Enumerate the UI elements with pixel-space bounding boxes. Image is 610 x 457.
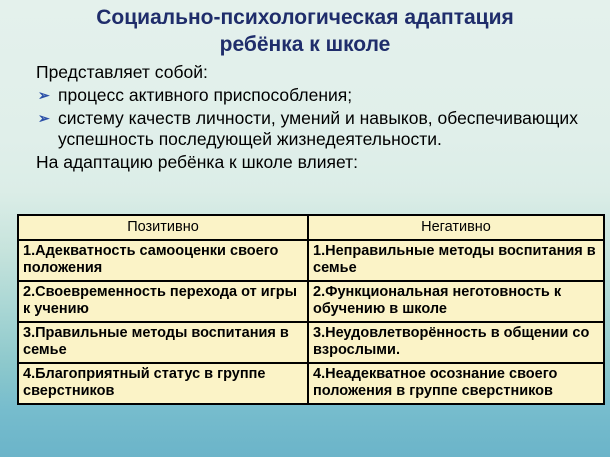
positive-cell: 3.Правильные методы воспитания в семье xyxy=(18,322,308,363)
intro-bullet-list xyxy=(36,85,596,150)
slide-title-line-1: Социально-психологическая адаптация xyxy=(96,6,514,29)
negative-cell: 3.Неудовлетворённость в общении со взрослыми. xyxy=(308,322,604,363)
positive-cell: 4.Благоприятный статус в группе сверстников xyxy=(18,363,308,404)
positive-cell: 1.Адекватность самооценки своего положения xyxy=(18,240,308,281)
table-row xyxy=(18,240,604,281)
intro-lead: Представляет собой: xyxy=(36,62,208,82)
intro-bullet-item xyxy=(36,108,596,150)
intro-text xyxy=(36,62,596,173)
intro-bullet-text: процесс активного приспособления; xyxy=(58,85,353,105)
header-negative: Негативно xyxy=(308,215,604,240)
table-row xyxy=(18,322,604,363)
arrow-bullet-icon: ➢ xyxy=(38,110,50,126)
influence-lead: На адаптацию ребёнка к школе влияет: xyxy=(36,152,358,172)
intro-bullet-item xyxy=(36,85,596,106)
table-row xyxy=(18,363,604,404)
positive-cell: 2.Своевременность перехода от игры к учению xyxy=(18,281,308,322)
influence-table xyxy=(17,214,605,405)
arrow-bullet-icon: ➢ xyxy=(38,87,50,103)
table-header-row xyxy=(18,215,604,240)
negative-cell: 2.Функциональная неготовность к обучению в школе xyxy=(308,281,604,322)
negative-cell: 1.Неправильные методы воспитания в семье xyxy=(308,240,604,281)
negative-cell: 4.Неадекватное осознание своего положения в группе сверстников xyxy=(308,363,604,404)
table-row xyxy=(18,281,604,322)
intro-bullet-text: систему качеств личности, умений и навыков, обеспечивающих успешность последующей жизнедеятельности. xyxy=(58,108,578,149)
slide-title-line-2: ребёнка к школе xyxy=(219,33,391,56)
slide-title xyxy=(0,4,610,58)
header-positive: Позитивно xyxy=(18,215,308,240)
